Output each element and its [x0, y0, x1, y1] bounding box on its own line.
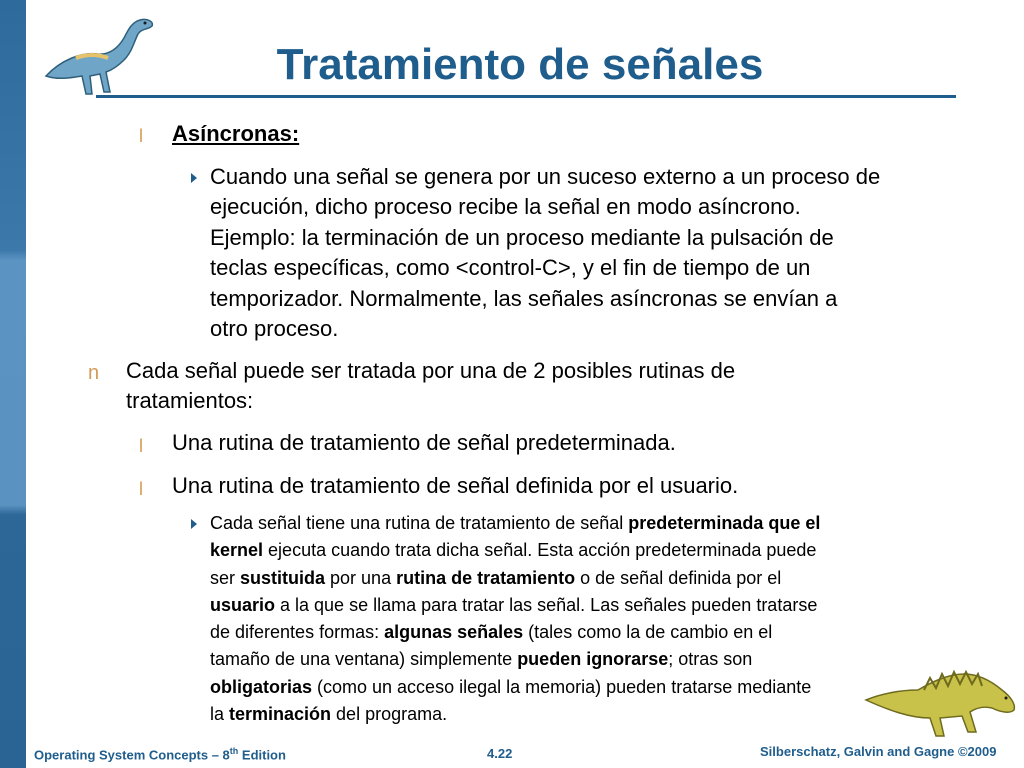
detail-line-7: obligatorias (como un acceso ilegal la memoria) pueden tratarse mediante	[210, 676, 812, 697]
async-line-1: Cuando una señal se genera por un suceso externo a un proceso de	[210, 164, 881, 189]
arrow-bullet-icon	[191, 173, 197, 183]
footer-page-number: 4.22	[487, 746, 513, 761]
detail-line-6: tamaño de una ventana) simplemente pueden ignorarse; otras son	[210, 649, 753, 670]
level1-bullet-marker: n	[88, 362, 100, 384]
arrow-bullet-icon	[191, 519, 197, 529]
async-line-2: ejecución, dicho proceso recibe la señal en modo asíncrono.	[210, 194, 801, 219]
detail-line-3: ser sustituida por una rutina de tratamiento o de señal definida por el	[210, 567, 782, 588]
slide-title: Tratamiento de señales	[276, 40, 764, 89]
async-line-5: temporizador. Normalmente, las señales asíncronas se envían a	[210, 286, 838, 311]
level2-bullet-marker: l	[139, 479, 143, 499]
detail-line-1: Cada señal tiene una rutina de tratamiento de señal predeterminada que el	[210, 513, 821, 533]
handler-user: Una rutina de tratamiento de señal definida por el usuario.	[172, 473, 739, 498]
handler-line-1: Cada señal puede ser tratada por una de 2 posibles rutinas de	[126, 358, 736, 383]
detail-line-2: kernel ejecuta cuando trata dicha señal. Esta acción predeterminada puede	[210, 540, 817, 561]
detail-line-5: de diferentes formas: algunas señales (tales como la de cambio en el	[210, 622, 773, 643]
handler-line-2: tratamientos:	[126, 388, 254, 413]
async-line-6: otro proceso.	[210, 316, 339, 341]
handler-default: Una rutina de tratamiento de señal predeterminada.	[172, 430, 676, 455]
detail-line-4: usuario a la que se llama para tratar las señal. Las señales pueden tratarse	[210, 594, 818, 615]
level2-bullet-marker: l	[139, 126, 143, 146]
detail-line-8: la terminación del programa.	[210, 704, 448, 725]
async-line-4: teclas específicas, como <control-C>, y el fin de tiempo de un	[210, 255, 811, 280]
footer-book-title: Operating System Concepts – 8th Edition	[34, 746, 286, 763]
level2-bullet-marker: l	[139, 436, 143, 456]
footer-authors: Silberschatz, Galvin and Gagne ©2009	[760, 744, 997, 759]
async-line-3: Ejemplo: la terminación de un proceso mediante la pulsación de	[210, 225, 834, 250]
dinosaur-logo-bottom	[860, 660, 1020, 740]
async-heading: Asíncronas:	[172, 121, 300, 146]
